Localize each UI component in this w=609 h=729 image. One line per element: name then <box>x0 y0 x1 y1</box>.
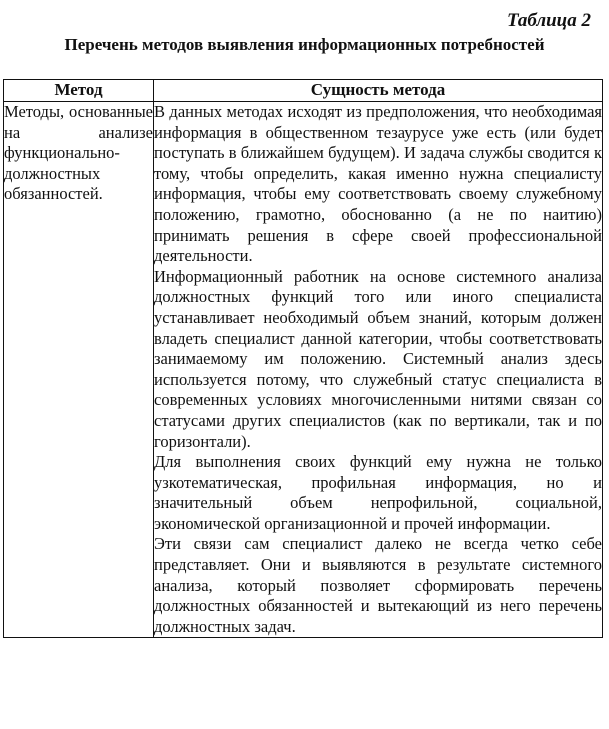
essence-paragraph-3: Для выполнения своих функций ему нужна не только узкотематическая, профильная информация, но и значительный объем непрофильной, социальной, экономической организационной и прочей информации. <box>154 452 602 533</box>
methods-table <box>3 79 603 638</box>
header-essence: Сущность метода <box>154 80 603 102</box>
table-number: Таблица 2 <box>506 10 591 31</box>
essence-paragraph-1: В данных методах исходят из предположения, что необходимая информация в общественном тезаурусе уже есть (или будет поступать в ближайшем будущем). И задача службы сводится к тому, чтобы определить, какая именно нужна специалисту информация, чтобы ему соответствовать своему служебному положению, грамотно, обоснованно (а не по наитию) принимать решения в сфере своей профессиональной деятельности. <box>154 102 602 266</box>
essence-paragraph-4: Эти связи сам специалист далеко не всегда четко себе представляет. Они и выявляются в результате системного анализа, который позволяет сформировать перечень должностных обязанностей и вытекающий из него перечень должностных задач. <box>154 534 602 636</box>
table-header-row <box>4 80 603 102</box>
essence-paragraph-2: Информационный работник на основе системного анализа должностных функций того или иного специалиста устанавливает необходимый объем знаний, которым должен владеть специалист данной категории, чтобы соответствовать занимаемому им положению. Системный анализ здесь используется потому, что служебный статус специалиста в современных условиях многочисленными нитями связан со статусами других специалистов (как по вертикали, так и по горизонтали). <box>154 266 602 451</box>
method-name: Методы, основанные на анализе функционально-должностных обязанностей. <box>4 102 153 204</box>
table-title: Перечень методов выявления информационных потребностей <box>64 35 545 54</box>
method-cell <box>4 102 154 638</box>
table-row <box>4 102 603 638</box>
essence-cell <box>154 102 603 638</box>
header-method: Метод <box>4 80 154 102</box>
